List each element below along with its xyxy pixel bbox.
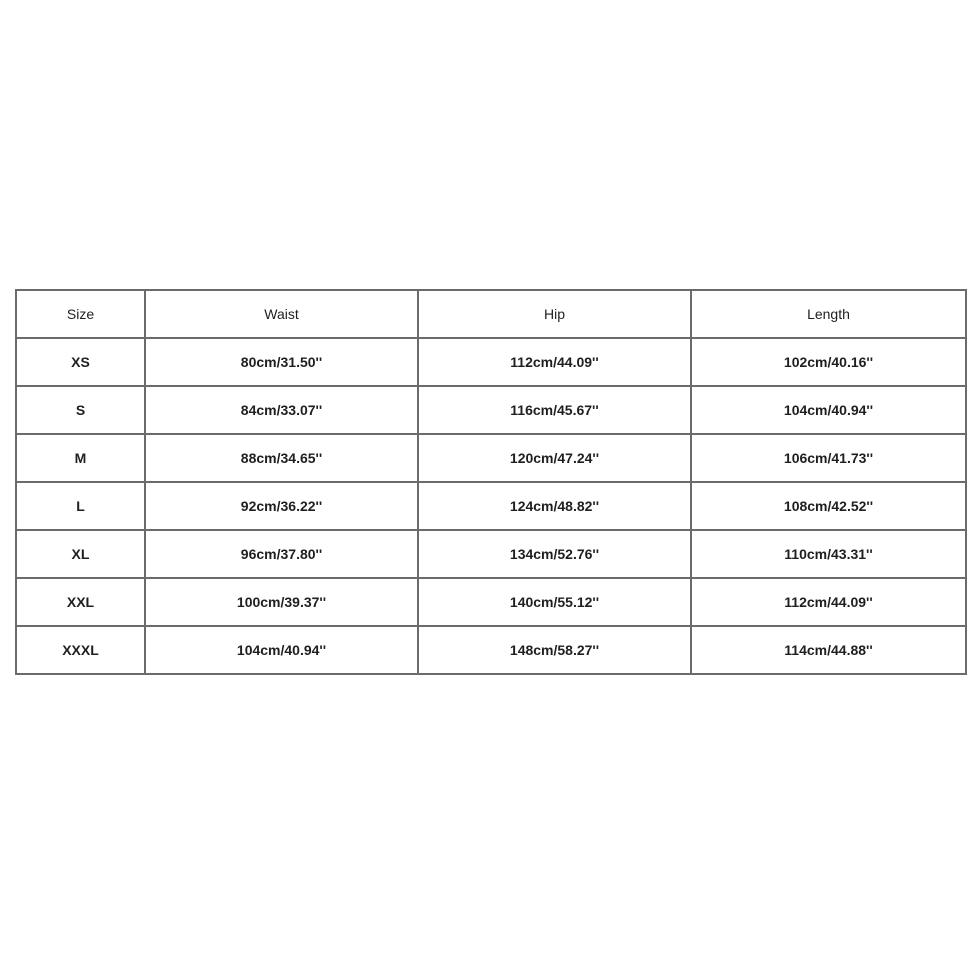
size-cell: M: [16, 434, 145, 482]
length-cell: 106cm/41.73'': [691, 434, 966, 482]
length-cell: 114cm/44.88'': [691, 626, 966, 674]
waist-cell: 100cm/39.37'': [145, 578, 418, 626]
hip-cell: 116cm/45.67'': [418, 386, 691, 434]
header-hip: Hip: [418, 290, 691, 338]
size-cell: S: [16, 386, 145, 434]
table-row: [16, 482, 966, 530]
size-cell: XXL: [16, 578, 145, 626]
hip-cell: 124cm/48.82'': [418, 482, 691, 530]
header-length: Length: [691, 290, 966, 338]
waist-cell: 84cm/33.07'': [145, 386, 418, 434]
hip-cell: 148cm/58.27'': [418, 626, 691, 674]
hip-cell: 120cm/47.24'': [418, 434, 691, 482]
length-cell: 102cm/40.16'': [691, 338, 966, 386]
hip-cell: 134cm/52.76'': [418, 530, 691, 578]
header-size: Size: [16, 290, 145, 338]
header-waist: Waist: [145, 290, 418, 338]
table-row: [16, 578, 966, 626]
length-cell: 112cm/44.09'': [691, 578, 966, 626]
size-cell: XXXL: [16, 626, 145, 674]
length-cell: 104cm/40.94'': [691, 386, 966, 434]
table-row: [16, 338, 966, 386]
table-header-row: [16, 290, 966, 338]
waist-cell: 80cm/31.50'': [145, 338, 418, 386]
size-cell: XL: [16, 530, 145, 578]
length-cell: 110cm/43.31'': [691, 530, 966, 578]
size-chart-table: [15, 289, 967, 675]
hip-cell: 140cm/55.12'': [418, 578, 691, 626]
size-cell: XS: [16, 338, 145, 386]
table-row: [16, 434, 966, 482]
waist-cell: 92cm/36.22'': [145, 482, 418, 530]
table-row: [16, 530, 966, 578]
waist-cell: 88cm/34.65'': [145, 434, 418, 482]
table-row: [16, 386, 966, 434]
table-row: [16, 626, 966, 674]
length-cell: 108cm/42.52'': [691, 482, 966, 530]
hip-cell: 112cm/44.09'': [418, 338, 691, 386]
size-cell: L: [16, 482, 145, 530]
waist-cell: 104cm/40.94'': [145, 626, 418, 674]
waist-cell: 96cm/37.80'': [145, 530, 418, 578]
